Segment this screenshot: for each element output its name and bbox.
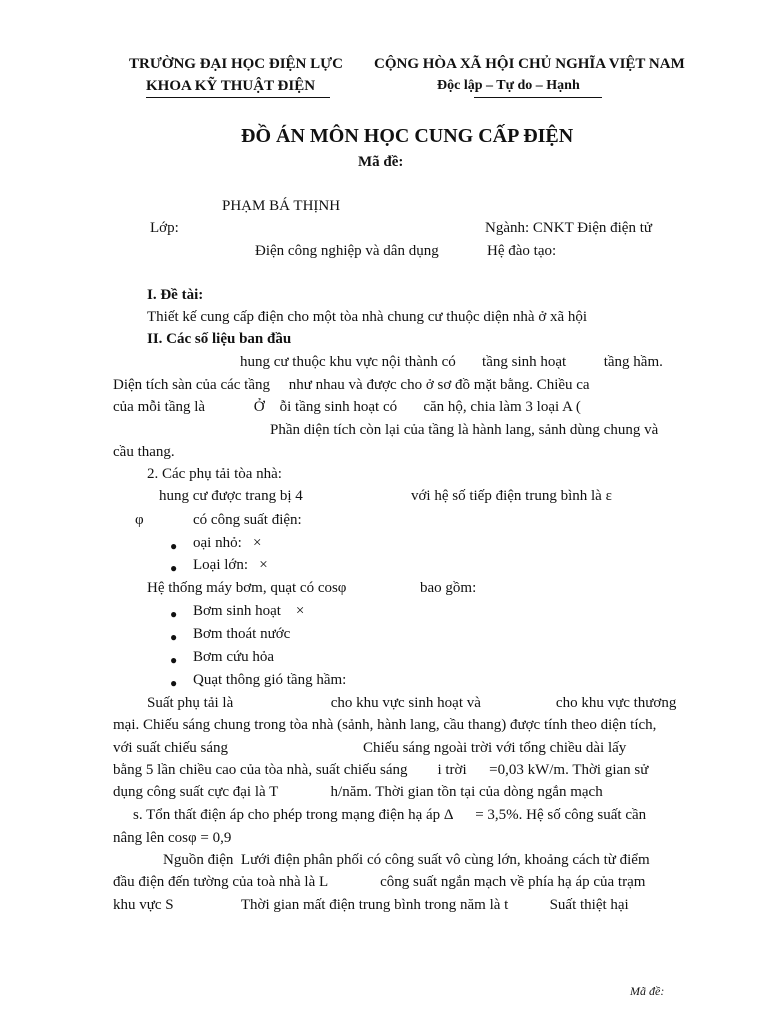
para3-line: bằng 5 lần chiều cao của tòa nhà, suất chiếu sáng i trời =0,03 kW/m. Thời gian sử bbox=[113, 762, 649, 778]
pumps-label-right: bao gồm: bbox=[420, 580, 477, 596]
para3-line: Suất phụ tải là cho khu vực sinh hoạt và cho khu vực thương bbox=[147, 695, 677, 711]
para4-line: đầu điện đến tường của toà nhà là L công suất ngắn mạch về phía hạ áp của trạm bbox=[113, 874, 646, 890]
para3-line: nâng lên cosφ = 0,9 bbox=[113, 830, 232, 846]
para1-line: của mỗi tầng là Ở ỗi tầng sinh hoạt có căn hộ, chia làm 3 loại A ( bbox=[113, 399, 581, 415]
phi-symbol: φ bbox=[135, 512, 144, 528]
section2-heading: II. Các số liệu ban đầu bbox=[147, 331, 292, 347]
item2-label: 2. Các phụ tải tòa nhà: bbox=[147, 466, 282, 482]
bullet-icon: ● bbox=[170, 676, 178, 690]
para1-line: cầu thang. bbox=[113, 444, 175, 460]
para1-line: Diện tích sàn của các tầng như nhau và được cho ở sơ đồ mặt bằng. Chiều ca bbox=[113, 377, 590, 393]
pump-item: Bơm sinh hoạt × bbox=[193, 603, 305, 619]
section1-text: Thiết kế cung cấp điện cho một tòa nhà chung cư thuộc diện nhà ở xã hội bbox=[147, 309, 588, 325]
para3-line: dụng công suất cực đại là T h/năm. Thời gian tồn tại của dòng ngắn mạch bbox=[113, 784, 603, 800]
item2-line1: hung cư được trang bị 4 bbox=[159, 488, 303, 504]
para4-line: khu vực S Thời gian mất điện trung bình trong năm là t Suất thiệt hại bbox=[113, 897, 629, 913]
faculty-underline bbox=[146, 97, 330, 98]
national-title: CỘNG HÒA XÃ HỘI CHỦ NGHĨA VIỆT NAM bbox=[374, 56, 685, 72]
item2-line1-right: với hệ số tiếp điện trung bình là ε bbox=[411, 488, 612, 504]
class-label: Lớp: bbox=[150, 220, 179, 236]
section1-heading: I. Đề tài: bbox=[147, 287, 204, 303]
specialty: Điện công nghiệp và dân dụng bbox=[255, 243, 439, 259]
bullet-icon: ● bbox=[170, 561, 178, 575]
pump-item: Quạt thông gió tầng hầm: bbox=[193, 672, 347, 688]
pump-item: Bơm cứu hỏa bbox=[193, 649, 275, 665]
bullet-icon: ● bbox=[170, 539, 178, 553]
major-label: Ngành: CNKT Điện điện tử bbox=[485, 220, 652, 236]
student-name: PHẠM BÁ THỊNH bbox=[222, 198, 341, 214]
lift-item: Loại lớn: × bbox=[193, 557, 268, 573]
para4-line: Nguồn điện Lưới điện phân phối có công suất vô cùng lớn, khoảng cách từ điểm bbox=[163, 852, 650, 868]
bullet-icon: ● bbox=[170, 653, 178, 667]
document-title: ĐỒ ÁN MÔN HỌC CUNG CẤP ĐIỆN bbox=[241, 125, 574, 147]
national-motto: Độc lập – Tự do – Hạnh bbox=[437, 78, 580, 93]
bullet-icon: ● bbox=[170, 630, 178, 644]
para3-line: mại. Chiếu sáng chung trong tòa nhà (sảnh, hành lang, cầu thang) được tính theo diện tích, bbox=[113, 717, 657, 733]
item2-line2: có công suất điện: bbox=[193, 512, 302, 528]
code-label: Mã đề: bbox=[358, 154, 404, 170]
para1-line: Phần diện tích còn lại của tầng là hành lang, sảnh dùng chung và bbox=[270, 422, 659, 438]
motto-underline bbox=[474, 97, 602, 98]
footer-code-label: Mã đề: bbox=[630, 984, 665, 998]
lift-item: oại nhỏ: × bbox=[193, 535, 262, 551]
pump-item: Bơm thoát nước bbox=[193, 626, 291, 642]
para1-line: hung cư thuộc khu vực nội thành có tầng sinh hoạt tầng hầm. bbox=[240, 354, 663, 370]
para3-line: s. Tổn thất điện áp cho phép trong mạng điện hạ áp Δ = 3,5%. Hệ số công suất cần bbox=[133, 807, 647, 823]
university-name: TRƯỜNG ĐẠI HỌC ĐIỆN LỰC bbox=[129, 56, 343, 72]
training-label: Hệ đào tạo: bbox=[487, 243, 557, 259]
para3-line: với suất chiếu sáng Chiếu sáng ngoài trời với tổng chiều dài lấy bbox=[113, 740, 627, 756]
faculty-name: KHOA KỸ THUẬT ĐIỆN bbox=[146, 78, 316, 94]
bullet-icon: ● bbox=[170, 607, 178, 621]
pumps-label: Hệ thống máy bơm, quạt có cosφ bbox=[147, 580, 347, 596]
